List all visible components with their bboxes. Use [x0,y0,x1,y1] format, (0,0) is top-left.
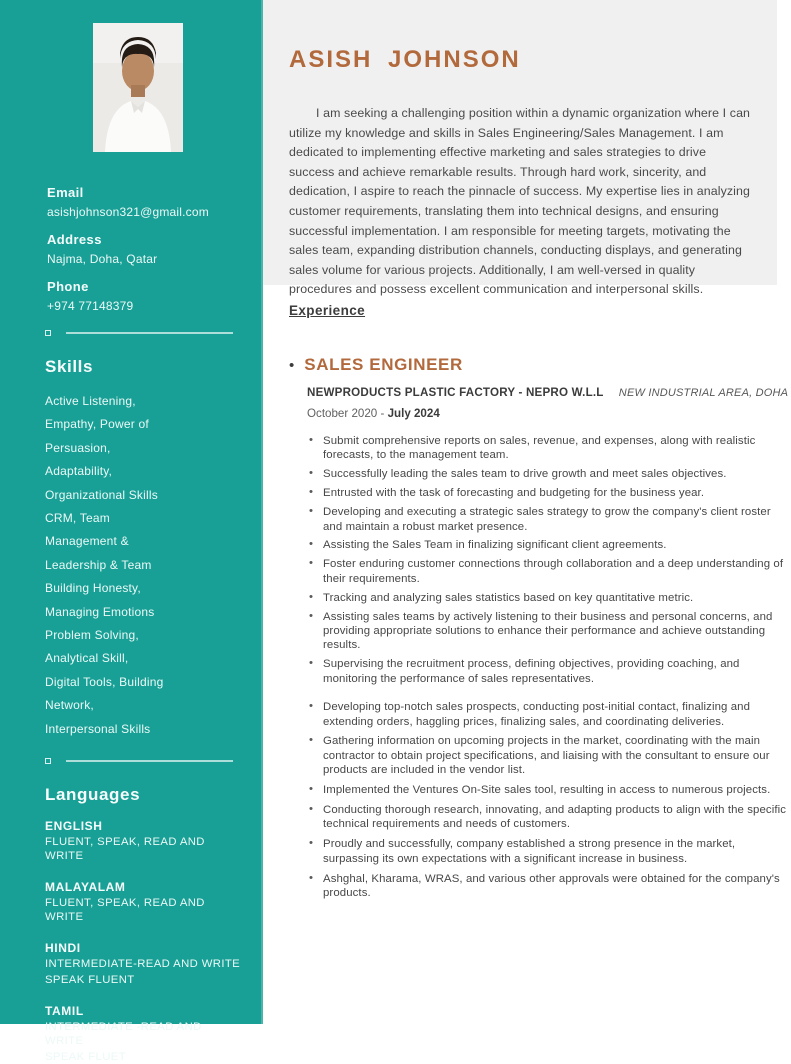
duty-item: • Entrusted with the task of forecasting and budgeting for the business year. [307,486,789,500]
duty-item: • Conducting thorough research, innovating, and adapting products to align with the specific technical requirements and needs of customers. [307,803,789,832]
duty-item: • Tracking and analyzing sales statistics based on key quantitative metric. [307,591,789,605]
languages-list [45,819,243,1064]
language-name: MALAYALAM [45,880,126,895]
date-end: July 2024 [387,407,440,420]
skill-item: Adaptability, [45,464,113,479]
job-entry [289,355,791,900]
skills-heading: Skills [45,357,94,376]
date-start: October 2020 - [307,407,388,420]
address-label: Address [47,232,102,247]
email-label: Email [47,185,84,200]
skills-list [45,390,243,741]
language-item [45,941,243,987]
duty-item: • Foster enduring customer connections through collaboration and a deep understanding of their requirements. [307,557,789,586]
skill-item: Active Listening, [45,394,136,408]
person-portrait-icon [93,23,183,152]
divider-line [66,760,233,762]
sidebar [0,0,263,1064]
duty-item: • Assisting the Sales Team in finalizing significant client agreements. [307,538,789,552]
skill-item: Problem Solving, [45,628,139,643]
skill-item: Leadership & Team [45,557,152,572]
skill-item: Management & [45,534,129,549]
job-title-row [289,355,791,375]
skill-item: Building Honesty, [45,581,141,596]
language-name: HINDI [45,941,81,956]
email-value: asishjohnson321@gmail.com [47,205,209,219]
skill-item: Digital Tools, Building [45,674,164,689]
address-value: Najma, Doha, Qatar [47,252,158,266]
skill-item: Organizational Skills [45,487,158,502]
duty-item: • Implemented the Ventures On-Site sales tool, resulting in access to numerous projects. [307,783,789,797]
duty-item: • Supervising the recruitment process, defining objectives, providing coaching, and monitoring the performance of sales representatives. [307,657,789,686]
duty-item: • Assisting sales teams by actively listening to their business and personal concerns, and providing appropriate solutions to enhance their performance and achieve outstanding results. [307,610,789,653]
company-location: NEW INDUSTRIAL AREA, DOHA [618,387,789,399]
duty-item: • Successfully leading the sales team to drive growth and meet sales objectives. [307,467,789,481]
duties-list-primary [307,434,789,686]
experience-heading: Experience [289,303,366,318]
language-name: ENGLISH [45,819,103,834]
divider-square-icon [45,758,51,764]
divider-line [66,332,233,334]
sidebar-divider [45,758,233,764]
language-item [45,819,243,863]
duty-item: • Developing top-notch sales prospects, conducting post-initial contact, finalizing and extending orders, haggling prices, finalizing sales, and coordinating deliveries. [307,700,789,729]
skill-item: Analytical Skill, [45,651,129,666]
summary-paragraph: I am seeking a challenging position within a dynamic organization where I can utilize my knowledge and skills in Sales Engineering/Sales Management. I am dedicated to implementing effective marketing and sales strategies to drive success and achieve remarkable results. Through hard work, sincerity, and dedication, I aspire to reach the pinnacle of success. My expertise lies in analyzing customer requirements, translating them into technical designs, and ensuring successful implementation. I am responsible for meeting targets, motivating the sales team, expanding distribution channels, conducting displays, and generating sales volume for various projects. Additionally, I am well-versed in quality procedures and possess excellent communication and interpersonal skills. [289,106,751,297]
main-content [263,0,791,1024]
profile-photo [93,23,183,152]
duty-item: • Submit comprehensive reports on sales, revenue, and expenses, along with realistic forecasts, to the management team. [307,434,789,463]
contact-section [0,152,261,313]
language-detail: INTERMEDIATE -READ AND WRITE [45,1021,202,1048]
language-detail: INTERMEDIATE-READ AND WRITE [45,958,241,971]
language-item [45,880,243,924]
skill-item: Empathy, Power of [45,417,149,432]
divider-square-icon [45,330,51,336]
phone-label: Phone [47,279,89,294]
page-title: ASISH JOHNSON [289,46,521,73]
language-detail: SPEAK FLUET [45,1051,126,1064]
languages-heading: Languages [45,785,141,805]
date-range [307,407,791,420]
duties-list-secondary [307,700,789,900]
skill-item: CRM, Team [45,511,110,526]
language-name: TAMIL [45,1004,84,1019]
duty-item: • Ashghal, Kharama, WRAS, and various other approvals were obtained for the company's products. [307,872,789,901]
language-detail: FLUENT, SPEAK, READ AND WRITE [45,836,205,863]
skill-item: Interpersonal Skills [45,721,151,736]
company-name: NEWPRODUCTS PLASTIC FACTORY - NEPRO W.L.L [307,386,604,399]
company-row [307,386,791,399]
language-item [45,1004,243,1064]
language-detail: SPEAK FLUENT [45,974,135,987]
phone-value: +974 77148379 [47,299,134,313]
sidebar-divider [45,330,233,336]
experience-section [263,303,791,900]
job-title: SALES ENGINEER [304,355,463,374]
bullet-icon: • [289,356,295,374]
duty-item: • Developing and executing a strategic sales strategy to grow the company's client roster and maintain a robust market presence. [307,505,789,534]
duty-item: • Gathering information on upcoming projects in the market, coordinating with the main contractor to obtain project specifications, and liaising with the consultant to ensure our products are included in the vendor list. [307,734,789,777]
language-detail: FLUENT, SPEAK, READ AND WRITE [45,897,205,924]
skill-item: Managing Emotions [45,604,155,619]
skill-item: Persuasion, [45,440,111,455]
duty-item: • Proudly and successfully, company established a strong presence in the market, surpassing its own expectations with a significant increase in business. [307,837,789,866]
summary-section [263,0,777,297]
skill-item: Network, [45,698,94,713]
